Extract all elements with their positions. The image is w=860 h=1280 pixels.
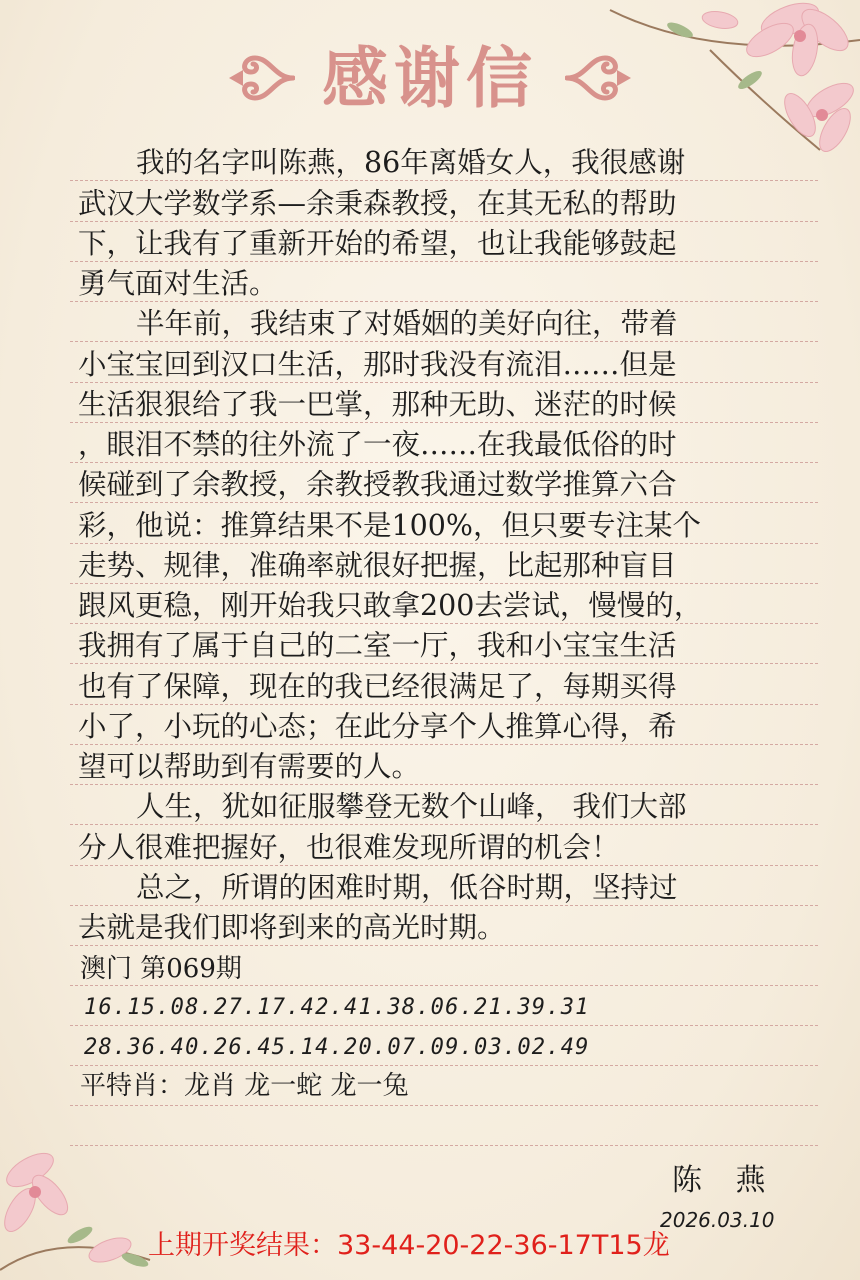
letter-line: 生活狠狠给了我一巴掌，那种无助、迷茫的时候	[78, 388, 677, 421]
lottery-period-label: 澳门 第069期	[80, 954, 242, 984]
letter-line: 走势、规律，准确率就很好把握，比起那种盲目	[78, 549, 677, 582]
ruled-line	[70, 341, 818, 342]
flower-decoration-bottom-left	[0, 1140, 160, 1280]
ruled-line	[70, 1105, 818, 1106]
ruled-line	[70, 301, 818, 302]
letter-line: 小宝宝回到汉口生活，那时我没有流泪……但是	[78, 348, 677, 381]
letter-line: 望可以帮助到有需要的人。	[78, 750, 421, 783]
ruled-line	[70, 704, 818, 705]
title-flourish-left-icon	[225, 50, 295, 106]
ruled-line	[70, 945, 818, 946]
letter-line: 半年前，我结束了对婚姻的美好向往，带着	[136, 307, 678, 340]
ruled-line	[70, 1145, 818, 1146]
letter-line: 彩，他说：推算结果不是100%，但只要专注某个	[78, 509, 701, 542]
letter-line: 下，让我有了重新开始的希望，也让我能够鼓起	[78, 227, 677, 260]
page-title: 感谢信	[322, 40, 538, 117]
lottery-numbers-line: 16.15.08.27.17.42.41.38.06.21.39.31	[84, 995, 590, 1020]
letter-line: 分人很难把握好，也很难发现所谓的机会！	[78, 831, 620, 864]
ruled-line	[70, 824, 818, 825]
letter-line: 人生，犹如征服攀登无数个山峰， 我们大部	[136, 790, 687, 823]
letter-line: 勇气面对生活。	[78, 267, 278, 300]
ruled-line	[70, 583, 818, 584]
zodiac-prediction: 平特肖：龙肖 龙一蛇 龙一兔	[80, 1071, 409, 1101]
title-area	[0, 38, 860, 128]
ruled-line	[70, 382, 818, 383]
letter-line: 武汉大学数学系—余秉森教授，在其无私的帮助	[78, 187, 677, 220]
ruled-line	[70, 905, 818, 906]
letter-line: 总之，所谓的困难时期，低谷时期，坚持过	[136, 871, 678, 904]
letter-line: ，眼泪不禁的往外流了一夜……在我最低俗的时	[78, 428, 677, 461]
letter-line: 我的名字叫陈燕，86年离婚女人，我很感谢	[136, 146, 686, 179]
ruled-line	[70, 261, 818, 262]
letter-line: 候碰到了余教授，余教授教我通过数学推算六合	[78, 468, 677, 501]
ruled-line	[70, 422, 818, 423]
ruled-line	[70, 1025, 818, 1026]
ruled-line	[70, 462, 818, 463]
ruled-line	[70, 543, 818, 544]
ruled-line	[70, 865, 818, 866]
ruled-line	[70, 1065, 818, 1066]
letter-line: 我拥有了属于自己的二室一厅，我和小宝宝生活	[78, 629, 677, 662]
previous-result-banner: 上期开奖结果：33-44-20-22-36-17T15龙	[148, 1230, 670, 1261]
letter-line: 小了，小玩的心态；在此分享个人推算心得，希	[78, 710, 677, 743]
letter-line: 也有了保障，现在的我已经很满足了，每期买得	[78, 670, 677, 703]
ruled-line	[70, 502, 818, 503]
title-flourish-right-icon	[565, 50, 635, 106]
signature-date: 2026.03.10	[660, 1208, 775, 1232]
ruled-line	[70, 744, 818, 745]
ruled-line	[70, 663, 818, 664]
signature-name: 陈 燕	[672, 1163, 778, 1198]
ruled-line	[70, 985, 818, 986]
lottery-numbers-line: 28.36.40.26.45.14.20.07.09.03.02.49	[84, 1035, 590, 1060]
ruled-line	[70, 784, 818, 785]
ruled-line	[70, 221, 818, 222]
letter-line: 跟风更稳，刚开始我只敢拿200去尝试，慢慢的，	[78, 589, 703, 622]
letter-line: 去就是我们即将到来的高光时期。	[78, 911, 506, 944]
ruled-line	[70, 623, 818, 624]
ruled-line	[70, 180, 818, 181]
